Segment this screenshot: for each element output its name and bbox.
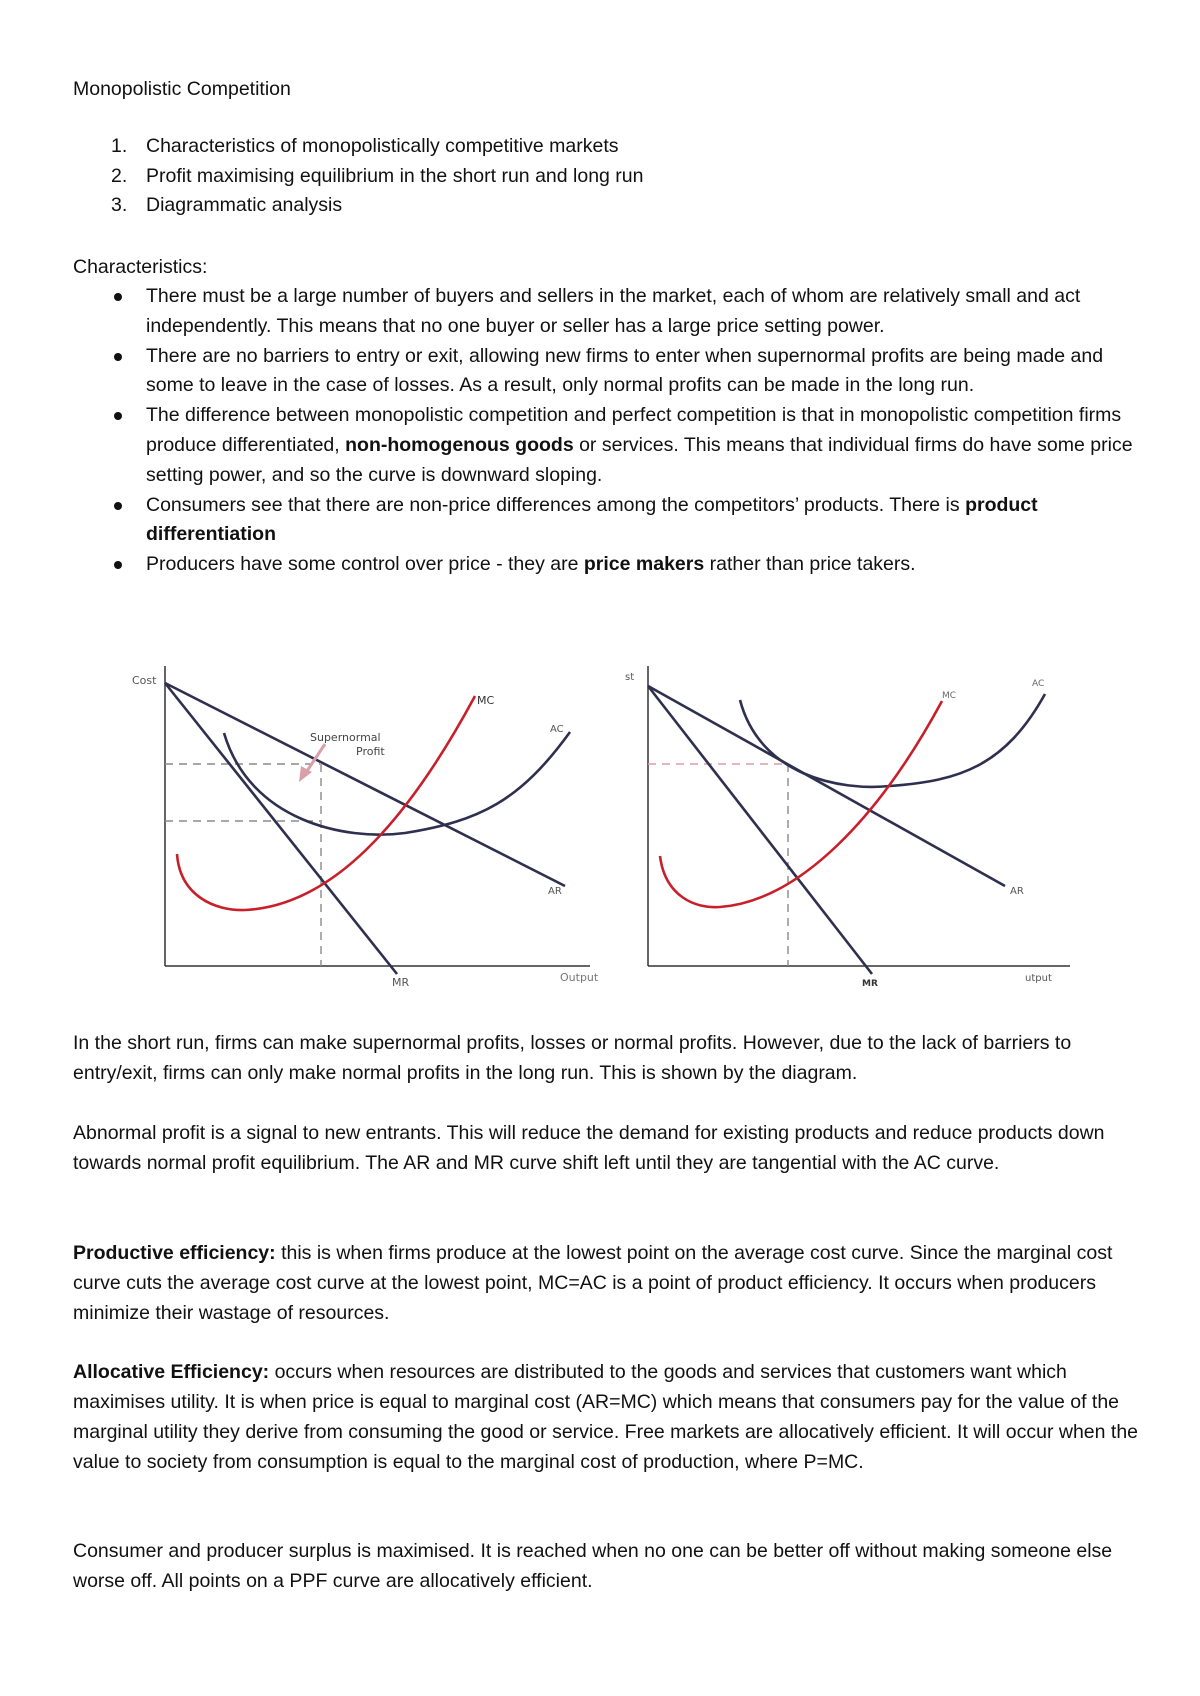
lr-mr-label: MR [862,979,878,989]
short-run-diagram [132,666,599,989]
bullet-item [73,491,1148,551]
bullet-keyword: price makers [583,553,705,576]
outline-text: Profit maximising equilibrium in the short run and long run [146,164,644,187]
outline-text: Diagrammatic analysis [146,194,343,216]
productive-efficiency-text: this is when firms produce at the lowest point on the average cost curve. Since the marginal cost curve cuts the average cost curve at the lowest point, MC=AC is a point of product efficiency. It occurs when producers minimize their wastage of resources. [73,1242,1113,1324]
outline-number: 1. [111,135,128,157]
bullet-item [73,401,1148,490]
bullet-keyword: product differentiation [146,493,1038,546]
bullet-item [73,342,1148,402]
bullet-item [73,282,1148,342]
paragraph-surplus: Consumer and producer surplus is maximised. It is reached when no one can be better off without making someone else worse off. All points on a PPF curve are allocatively efficient. [73,1540,1113,1592]
sr-y-axis-label: Cost [132,674,157,687]
sr-ac-label: AC [550,724,564,735]
lr-mc-curve [660,701,942,907]
productive-efficiency-label: Productive efficiency: [73,1242,276,1264]
monopolistic-competition-diagrams [120,656,1070,1001]
lr-y-axis-label: st [625,672,635,683]
bullet-text-cont: or services. This means that individual firms do have some price setting power, and so the curve is downward sloping. [146,433,1133,486]
bullet-text-cont: rather than price takers. [704,553,916,576]
sr-annotation-line2: Profit [356,745,385,758]
bullet-text: There must be a large number of buyers and sellers in the market, each of whom are relatively small and act independently. This means that no one buyer or seller has a large price setting power. [146,285,1081,337]
outline-number: 2. [111,164,128,187]
sr-mr-curve [165,683,397,974]
bullet-text: Consumers see that there are non-price differences among the competitors’ products. There is [146,493,966,516]
outline-text: Characteristics of monopolistically competitive markets [146,135,619,157]
bullet-dot-icon [114,502,122,510]
bullet-dot-icon [114,412,122,420]
characteristics-heading: Characteristics: [73,256,208,278]
bullet-text: Producers have some control over price - they are [146,553,584,576]
sr-ar-curve [165,683,565,886]
bullet-keyword: non-homogenous goods [345,433,574,456]
document-title: Monopolistic Competition [73,78,291,100]
characteristics-list [73,282,1148,580]
outline-number: 3. [111,194,128,216]
lr-ac-curve [740,694,1045,787]
bullet-dot-icon [114,561,122,569]
bullet-item [73,550,1148,580]
lr-ac-label: AC [1032,679,1045,689]
bullet-dot-icon [114,293,122,301]
paragraph-productive-efficiency [73,1238,1148,1328]
allocative-efficiency-label: Allocative Efficiency: [73,1361,270,1383]
lr-x-axis-label: utput [1025,973,1052,984]
outline-list [73,132,644,221]
lr-mc-label: MC [942,691,957,701]
paragraph-short-run: In the short run, firms can make supernormal profits, losses or normal profits. However, due to the lack of barriers to entry/exit, firms can only make normal profits in the long run. This is shown by the diagram. [73,1032,1072,1084]
bullet-text: The difference between monopolistic competition and perfect competition is that in monopolistic competition firms produce differentiated, [146,404,1122,456]
lr-mr-curve [648,686,872,974]
allocative-efficiency-text: occurs when resources are distributed to the goods and services that customers want which maximises utility. It is when price is equal to marginal cost (AR=MC) which means that consumers pay for the value of the marginal utility they derive from consuming the good or service. Free markets are allocatively efficient. It will occur when the value to society from consumption is equal to the marginal cost of production, where P=MC. [73,1361,1139,1473]
lr-ar-label: AR [1010,886,1024,897]
sr-mc-curve [177,696,475,910]
sr-mr-label: MR [392,976,410,989]
bullet-dot-icon [114,353,122,361]
sr-ac-curve [224,732,570,835]
sr-ar-label: AR [548,886,562,897]
sr-mc-label: MC [477,694,495,707]
paragraph-allocative-efficiency [73,1357,1148,1477]
sr-annotation-line1: Supernormal [310,731,381,744]
bullet-text: There are no barriers to entry or exit, allowing new firms to enter when supernormal profits are being made and some to leave in the case of losses. As a result, only normal profits can be made in the long run. [146,344,1104,397]
long-run-diagram [625,666,1070,989]
paragraph-abnormal-profit: Abnormal profit is a signal to new entrants. This will reduce the demand for existing products and reduce products down towards normal profit equilibrium. The AR and MR curve shift left until they are tangential with the AC curve. [73,1122,1105,1174]
outline-item [73,132,644,162]
outline-item [73,162,644,192]
sr-x-axis-label: Output [560,971,599,984]
outline-item [73,191,644,221]
sr-supernormal-arrow [305,744,325,774]
